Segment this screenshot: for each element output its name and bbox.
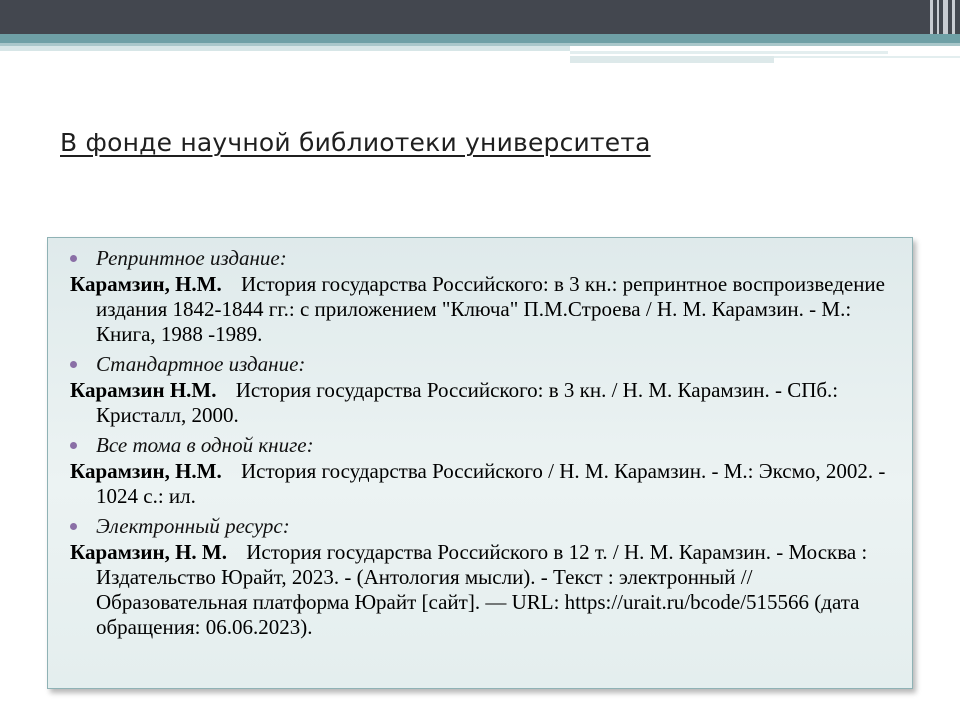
decor-band <box>0 34 960 43</box>
entry-author: Карамзин, Н.М. <box>70 272 222 296</box>
bullet-item <box>70 351 898 378</box>
bullet-item <box>70 513 898 540</box>
entry-author: Карамзин, Н. М. <box>70 540 227 564</box>
banner-stripe <box>930 0 933 34</box>
slide-title: В фонде научной библиотеки университета <box>60 128 651 157</box>
bibliography-entry <box>70 378 898 428</box>
bullet-dot-icon <box>70 523 77 530</box>
entry-description: История государства Российского: в 3 кн.: репринтное воспроизведение издания 1842-1844 гг.: с приложением "Ключа" П.М.Строева / Н. М. Карамзин. - М.: Книга, 1988 -1989. <box>96 272 885 346</box>
decor-band <box>0 46 570 51</box>
bullet-label: Электронный ресурс: <box>96 514 290 538</box>
entry-description: История государства Российского / Н. М. Карамзин. - М.: Эксмо, 2002. - 1024 с.: ил. <box>96 459 886 508</box>
decor-band <box>570 51 888 54</box>
bibliography-entry <box>70 272 898 347</box>
entry-author: Карамзин Н.М. <box>70 378 217 402</box>
decor-band <box>570 56 774 63</box>
content-box <box>47 237 913 689</box>
bullet-item <box>70 245 898 272</box>
entry-description: История государства Российского: в 3 кн. / Н. М. Карамзин. - СПб.: Кристалл, 2000. <box>96 378 839 427</box>
bibliography-entry <box>70 459 898 509</box>
bullet-label: Стандартное издание: <box>96 352 306 376</box>
bullet-dot-icon <box>70 361 77 368</box>
banner-stripe <box>943 0 948 34</box>
bullet-dot-icon <box>70 255 77 262</box>
decor-band <box>774 56 960 58</box>
entry-description: История государства Российского в 12 т. / Н. М. Карамзин. - Москва : Издательство Юрайт, 2023. - (Антология мысли). - Текст : электронный // Образовательная платформа Юрайт [сайт]. — URL: https://urait.ru/bcode/515566 (дата обращения: 06.06.2023). <box>96 540 868 639</box>
bullet-label: Все тома в одной книге: <box>96 433 314 457</box>
banner-stripe <box>937 0 939 34</box>
top-banner <box>0 0 960 34</box>
banner-stripe <box>952 0 955 34</box>
bullet-item <box>70 432 898 459</box>
bullet-label: Репринтное издание: <box>96 246 287 270</box>
bibliography-entry <box>70 540 898 640</box>
bullet-dot-icon <box>70 442 77 449</box>
entry-author: Карамзин, Н.М. <box>70 459 222 483</box>
